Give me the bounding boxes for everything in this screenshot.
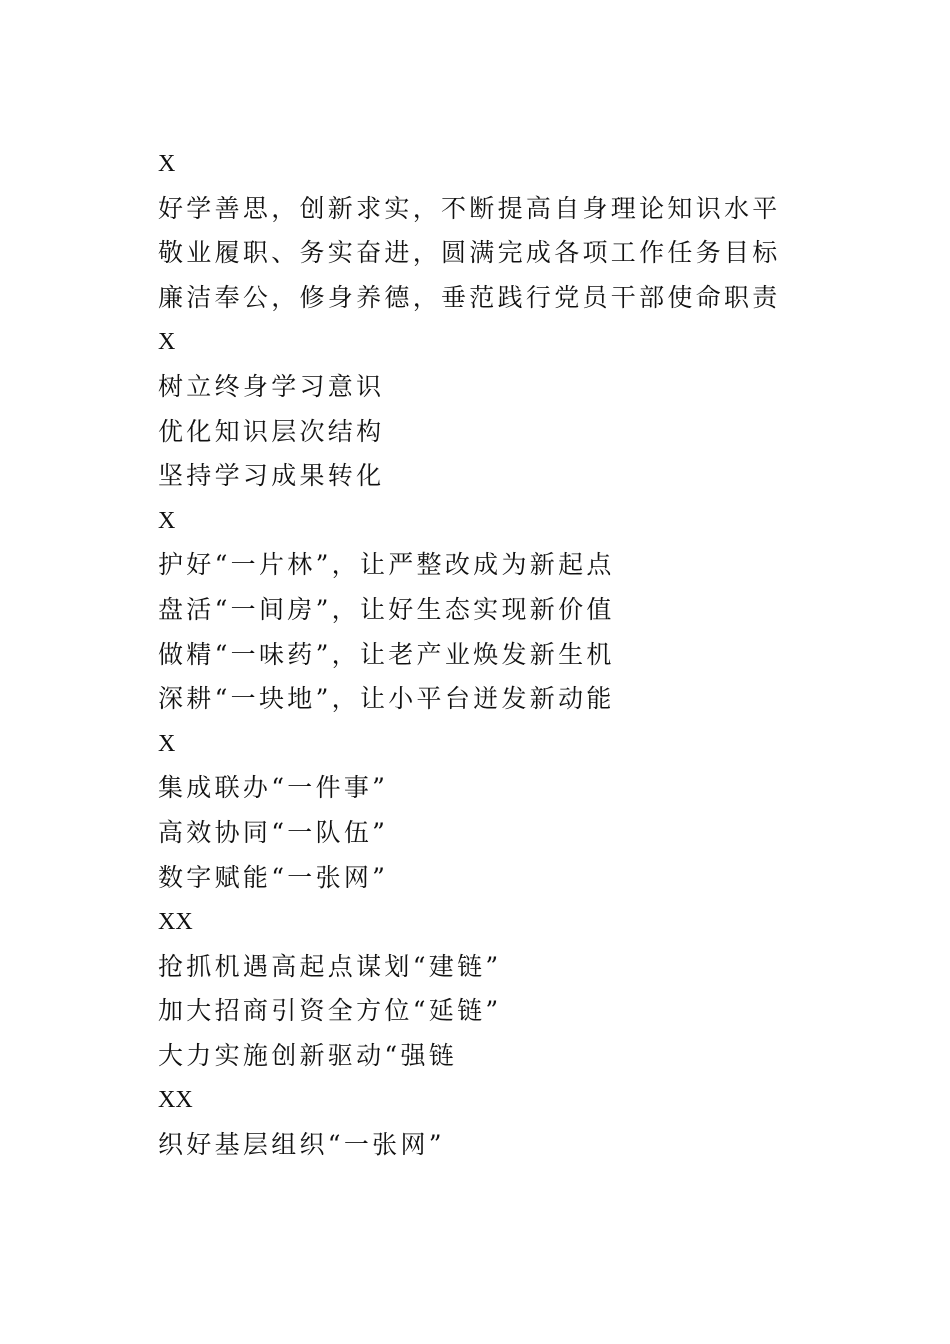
text-line: 抢抓机遇高起点谋划“建链” [158,951,502,981]
text-line: 敬业履职、务实奋进，圆满完成各项工作任务目标 [158,238,781,268]
text-line: 坚持学习成果转化 [158,461,385,491]
text-line: 廉洁奉公，修身养德，垂范践行党员干部使命职责 [158,282,781,312]
text-line: 集成联办“一件事” [158,773,389,803]
text-line: 优化知识层次结构 [158,416,385,446]
text-line: 大力实施创新驱动“强链 [158,1040,458,1070]
section-heading: X [158,507,176,534]
section-heading: X [158,730,176,757]
text-line: 好学善思，创新求实，不断提高自身理论知识水平 [158,193,781,223]
text-line: 织好基层组织“一张网” [158,1130,445,1160]
document-lines [158,142,858,1168]
text-line: 高效协同“一队伍” [158,817,389,847]
text-line: 做精“一味药”，让老产业焕发新生机 [158,639,615,669]
section-heading: X [158,151,176,177]
text-line: 深耕“一块地”，让小平台迸发新动能 [158,684,615,714]
section-heading: XX [158,1087,193,1114]
text-line: 树立终身学习意识 [158,371,385,401]
text-line: 盘活“一间房”，让好生态实现新价值 [158,594,615,624]
text-line: 数字赋能“一张网” [158,862,389,892]
text-line: 加大招商引资全方位“延链” [158,996,502,1026]
section-heading: XX [158,909,193,936]
section-heading: X [158,329,176,356]
text-line: 护好“一片林”，让严整改成为新起点 [158,550,615,580]
